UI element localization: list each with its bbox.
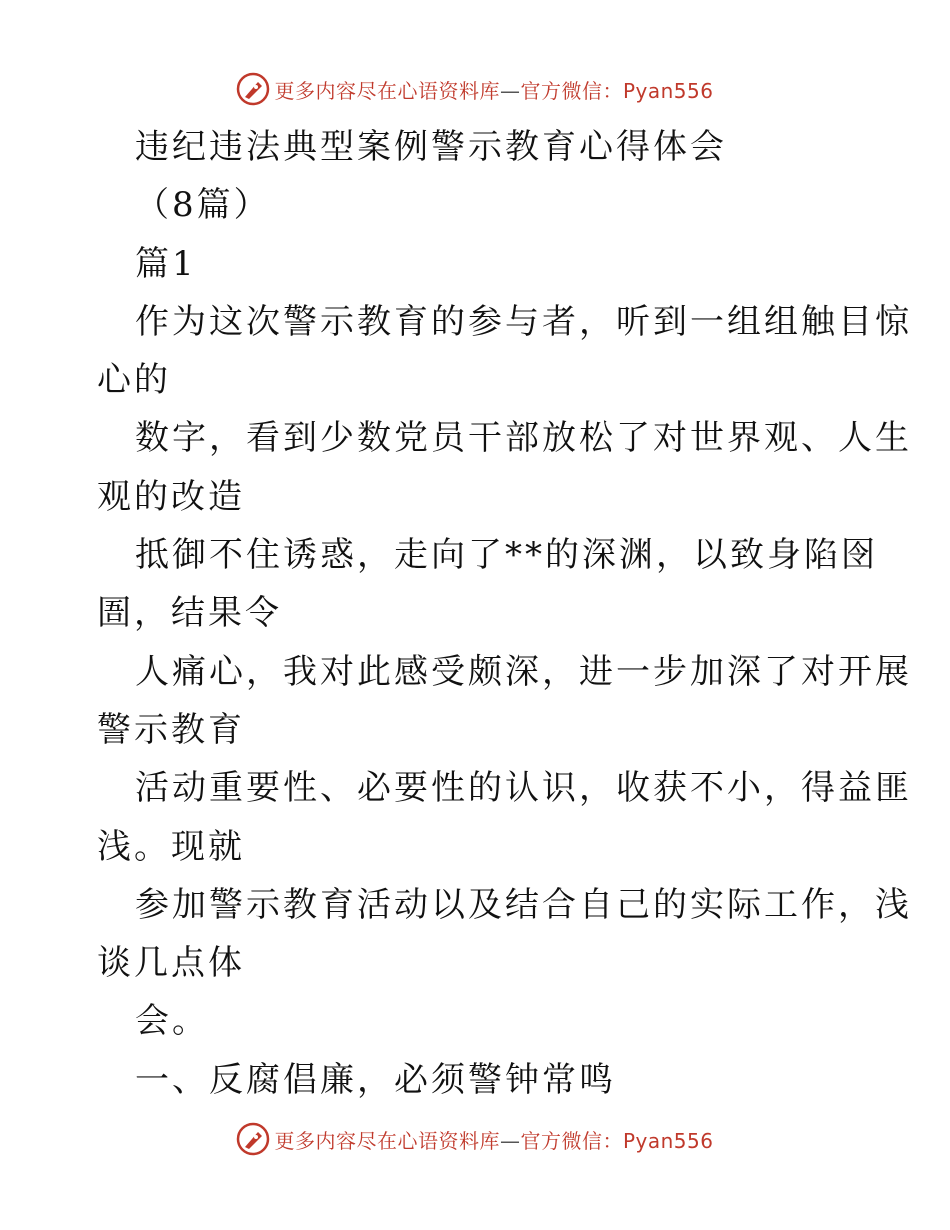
banner-dash: —: [499, 78, 521, 103]
banner-dash: —: [499, 1128, 521, 1153]
footer-banner: [0, 1122, 950, 1156]
section-heading: 篇1: [135, 243, 197, 284]
banner-text: [274, 75, 713, 104]
paragraph-line: 作为这次警示教育的参与者，听到一组组触目惊: [135, 301, 912, 342]
banner-main-text: 更多内容尽在心语资料库: [274, 78, 500, 103]
paragraph-line: 观的改造: [97, 476, 245, 517]
document-subtitle: （8篇）: [135, 185, 271, 226]
paragraph-line: 警示教育: [97, 709, 245, 750]
paragraph-line: 圄，结果令: [97, 593, 282, 634]
paragraph-line: 人痛心，我对此感受颇深，进一步加深了对开展: [135, 651, 912, 692]
document-body: [97, 118, 912, 1109]
document-title: 违纪违法典型案例警示教育心得体会: [135, 127, 727, 167]
banner-wechat-text: 官方微信：Pyan556: [520, 1128, 714, 1153]
banner-text: [274, 1125, 713, 1154]
paragraph-line: 活动重要性、必要性的认识，收获不小，得益匪: [135, 768, 912, 809]
header-banner: [0, 72, 950, 106]
paragraph-line: 心的: [97, 360, 171, 401]
paragraph-line: 会。: [135, 1001, 209, 1042]
pen-nib-icon: [236, 1122, 270, 1156]
paragraph-line: 数字，看到少数党员干部放松了对世界观、人生: [135, 418, 912, 459]
banner-main-text: 更多内容尽在心语资料库: [274, 1128, 500, 1153]
banner-wechat-text: 官方微信：Pyan556: [520, 78, 714, 103]
paragraph-line: 浅。现就: [97, 826, 245, 867]
pen-nib-icon: [236, 72, 270, 106]
paragraph-line: 参加警示教育活动以及结合自己的实际工作，浅: [135, 884, 912, 925]
paragraph-line: 抵御不住诱惑，走向了**的深渊，以致身陷囹: [135, 535, 878, 576]
paragraph-line: 谈几点体: [97, 943, 245, 984]
section-subheading: 一、反腐倡廉，必须警钟常鸣: [135, 1059, 616, 1100]
